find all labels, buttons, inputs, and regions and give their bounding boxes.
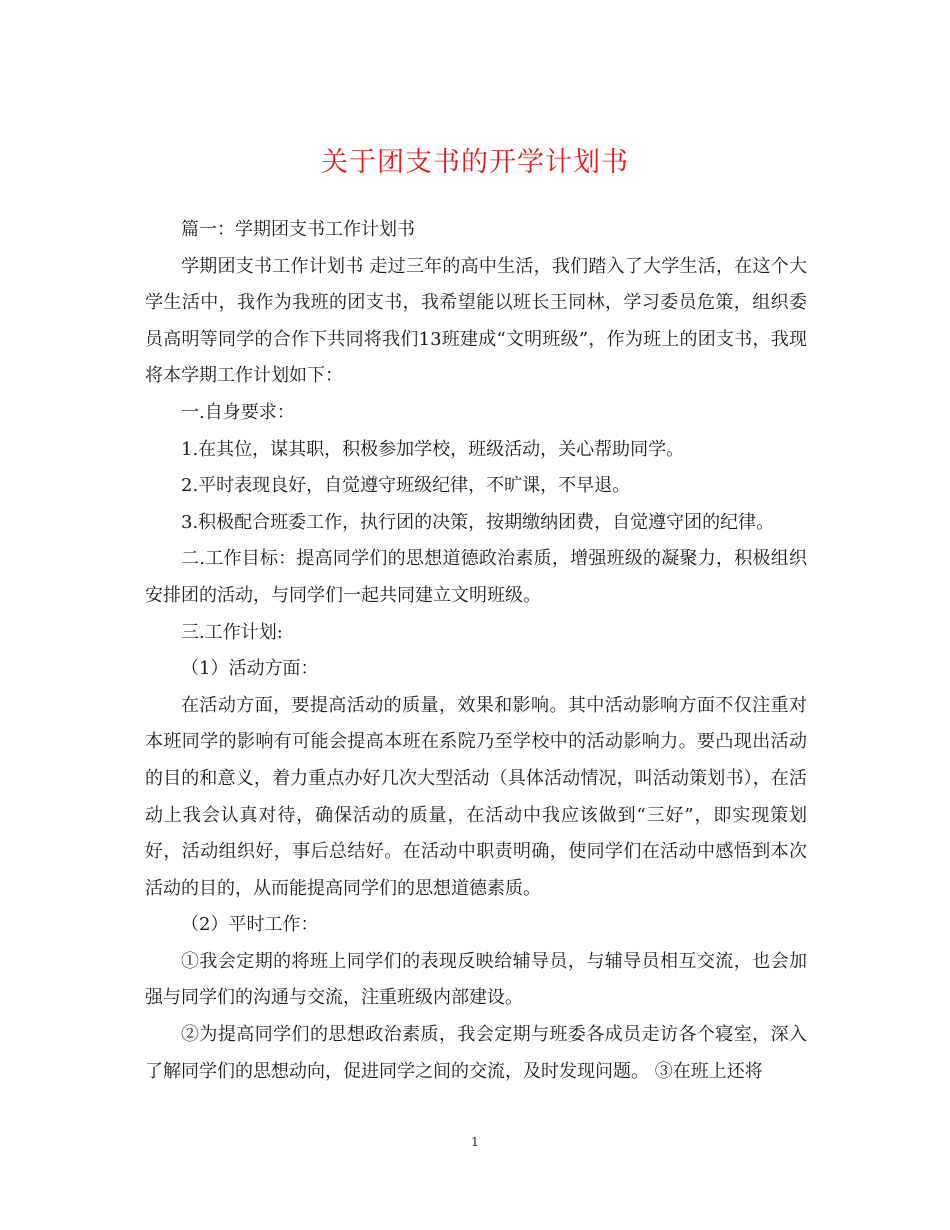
paragraph-daily-work-heading: （2）平时工作：	[181, 914, 319, 936]
document-body	[145, 212, 807, 1090]
paragraph-requirement-1: 1.在其位，谋其职，积极参加学校，班级活动，关心帮助同学。	[181, 438, 685, 460]
paragraph-activities-heading: （1）活动方面：	[181, 658, 319, 680]
document-title: 关于团支书的开学计划书	[321, 147, 629, 178]
paragraph-activities-body: 在活动方面，要提高活动的质量，效果和影响。其中活动影响方面不仅注重对本班同学的影响有可能会提高本班在系院乃至学校中的活动影响力。要凸现出活动的目的和意义，着力重点办好几次大型活动（具体活动情况，叫活动策划书），在活动上我会认真对待，确保活动的质量，在活动中我应该做到“三好”，即实现策划好，活动组织好，事后总结好。在活动中职责明确，使同学们在活动中感悟到本次活动的目的，从而能提高同学们的思想道德素质。	[145, 694, 807, 899]
paragraph-work-goals: 二.工作目标：提高同学们的思想道德政治素质，增强班级的凝聚力，积极组织安排团的活动，与同学们一起共同建立文明班级。	[145, 548, 807, 606]
paragraph-self-requirements-heading: 一.自身要求：	[181, 401, 295, 423]
paragraph-section-one-heading: 篇一：学期团支书工作计划书	[181, 219, 415, 240]
paragraph-daily-work-item-2: ②为提高同学们的思想政治素质，我会定期与班委各成员走访各个寝室，深入了解同学们的思想动向，促进同学之间的交流，及时发现问题。 ③在班上还将	[145, 1024, 807, 1082]
paragraph-requirement-2: 2.平时表现良好，自觉遵守班级纪律，不旷课，不早退。	[181, 475, 631, 497]
paragraph-requirement-3: 3.积极配合班委工作，执行团的决策，按期缴纳团费，自觉遵守团的纪律。	[181, 511, 775, 533]
paragraph-intro: 学期团支书工作计划书 走过三年的高中生活，我们踏入了大学生活，在这个大学生活中，我作为我班的团支书，我希望能以班长王同林，学习委员危策，组织委员高明等同学的合作下共同将我们13班建成“文明班级”，作为班上的团支书，我现将本学期工作计划如下：	[145, 255, 807, 387]
paragraph-daily-work-item-1: ①我会定期的将班上同学们的表现反映给辅导员，与辅导员相互交流，也会加强与同学们的沟通与交流，注重班级内部建设。	[145, 950, 807, 1009]
page-number: 1	[471, 1135, 479, 1149]
paragraph-work-plan-heading: 三.工作计划:	[181, 621, 283, 643]
